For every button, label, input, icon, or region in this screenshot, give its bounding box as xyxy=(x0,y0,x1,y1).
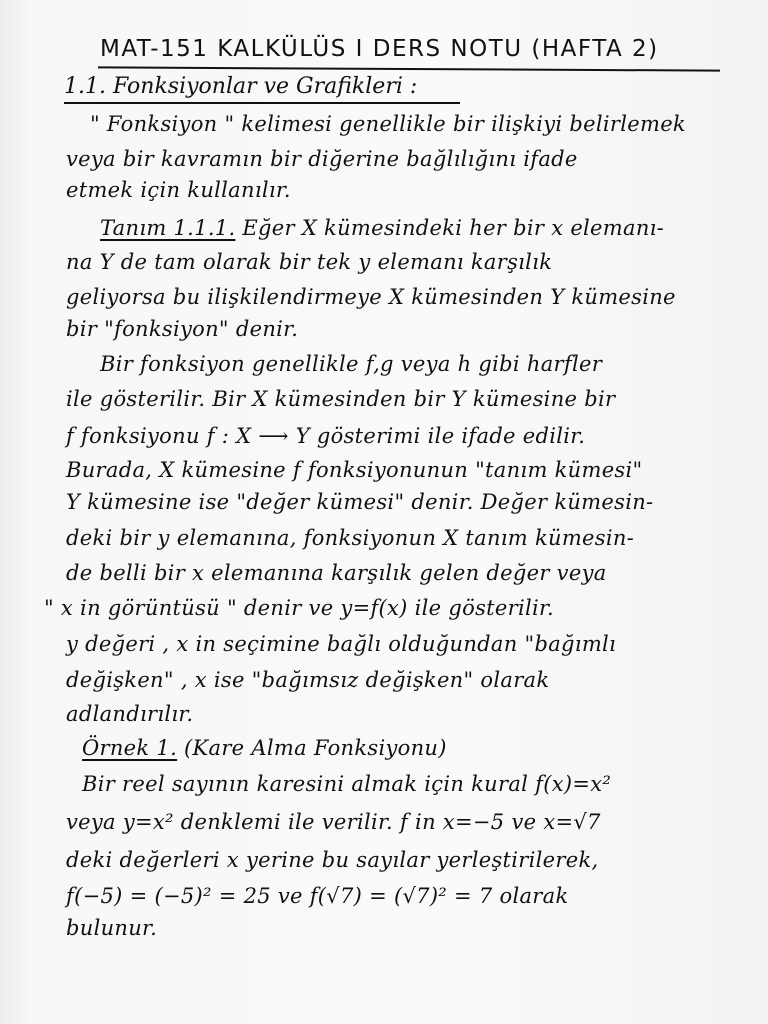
paragraph2-line: " x in görüntüsü " denir ve y=f(x) ile gösterilir. xyxy=(44,596,555,620)
definition-label: Tanım 1.1.1. xyxy=(100,216,236,240)
definition-line-1 xyxy=(100,214,768,242)
paragraph2-line: f fonksiyonu f : X ⟶ Y gösterimi ile ifade edilir. xyxy=(66,424,586,448)
example-label: Örnek 1. xyxy=(82,736,178,760)
example-line: f(−5) = (−5)² = 25 ve f(√7) = (√7)² = 7 olarak xyxy=(66,884,569,908)
page-title: MAT-151 KALKÜLÜS I DERS NOTU (HAFTA 2) xyxy=(100,36,659,62)
example-title: (Kare Alma Fonksiyonu) xyxy=(184,736,447,760)
paragraph2-line: Burada, X kümesine f fonksiyonunun "tanım kümesi" xyxy=(66,458,643,482)
paragraph2-line: deki bir y elemanına, fonksiyonun X tanım kümesin- xyxy=(66,526,635,550)
example-line: veya y=x² denklemi ile verilir. f in x=−5 ve x=√7 xyxy=(66,810,601,834)
paragraph1-line: veya bir kavramın bir diğerine bağlılığını ifade xyxy=(66,147,578,171)
paragraph1-line: " Fonksiyon " kelimesi genellikle bir ilişkiyi belirlemek xyxy=(90,112,686,136)
example-heading xyxy=(82,734,768,762)
title-underline xyxy=(98,66,720,71)
paragraph2-line: Bir fonksiyon genellikle f,g veya h gibi harfler xyxy=(100,352,603,376)
paragraph1-line: etmek için kullanılır. xyxy=(66,178,291,202)
definition-line: geliyorsa bu ilişkilendirmeye X kümesinden Y kümesine xyxy=(66,285,676,309)
example-line: bulunur. xyxy=(66,916,158,940)
paragraph2-line: Y kümesine ise "değer kümesi" denir. Değer kümesin- xyxy=(66,490,654,514)
example-line: Bir reel sayının karesini almak için kural f(x)=x² xyxy=(82,772,612,796)
section-underline xyxy=(64,102,460,104)
paragraph2-line: değişken" , x ise "bağımsız değişken" olarak xyxy=(66,668,550,692)
definition-line: na Y de tam olarak bir tek y elemanı karşılık xyxy=(66,250,553,274)
paragraph2-line: y değeri , x in seçimine bağlı olduğundan "bağımlı xyxy=(66,632,617,656)
example-line: deki değerleri x yerine bu sayılar yerleştirilerek, xyxy=(66,848,599,872)
section-heading: 1.1. Fonksiyonlar ve Grafikleri : xyxy=(64,74,418,99)
paragraph2-line: de belli bir x elemanına karşılık gelen değer veya xyxy=(66,561,607,585)
paragraph2-line: adlandırılır. xyxy=(66,702,194,726)
definition-text: Eğer X kümesindeki her bir x elemanı- xyxy=(242,216,665,240)
paragraph2-line: ile gösterilir. Bir X kümesinden bir Y kümesine bir xyxy=(66,387,616,411)
definition-line: bir "fonksiyon" denir. xyxy=(66,317,299,341)
